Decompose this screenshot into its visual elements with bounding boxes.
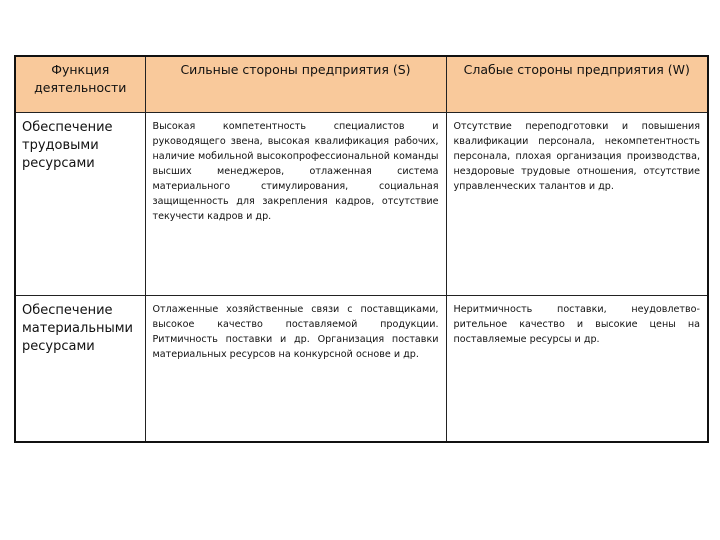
weaknesses-cell: Отсутствие переподготовки и повышения квалификации персонала, некомпетентность персонала, плохая организация производства, нездоровые трудовые отношения, отсутствие управленческих талантов и др. [446, 113, 708, 296]
header-strengths: Сильные стороны предприятия (S) [145, 56, 446, 113]
function-cell: Обеспечение трудовыми ресурсами [15, 113, 145, 296]
weaknesses-cell: Неритмичность поставки, неудовлетво-рительное качество и высокие цены на поставляемые ресурсы и др. [446, 296, 708, 443]
function-cell: Обеспечение материальными ресурсами [15, 296, 145, 443]
strengths-cell: Высокая компетентность специалистов и руководящего звена, высокая квалификация рабочих, наличие мобильной высокопрофессиональной команды высших менеджеров, отлаженная система материального стимулирования, социальная защищенность для закрепления кадров, отсутствие текучести кадров и др. [145, 113, 446, 296]
strengths-cell: Отлаженные хозяйственные связи с поставщиками, высокое качество поставляемой продукции. Ритмичность поставки и др. Организация поставки материальных ресурсов на конкурсной основе и др. [145, 296, 446, 443]
table-row [15, 113, 708, 296]
table-row [15, 296, 708, 443]
header-weaknesses: Слабые стороны предприятия (W) [446, 56, 708, 113]
table-header-row [15, 56, 708, 113]
swot-table [14, 55, 709, 443]
header-function: Функция деятельности [15, 56, 145, 113]
